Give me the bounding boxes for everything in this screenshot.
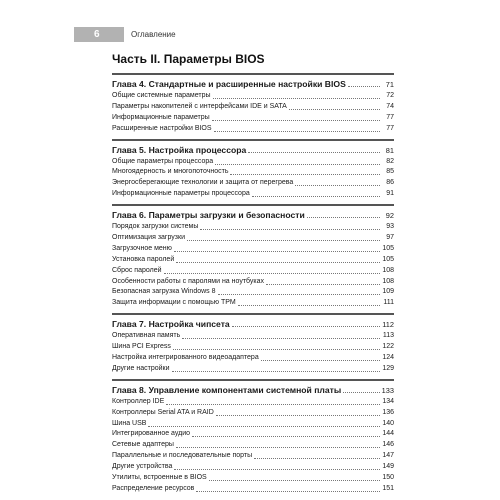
running-header-title: Оглавление xyxy=(131,30,176,39)
toc-entry-page: 113 xyxy=(382,332,394,340)
toc-entry-title: Сетевые адаптеры xyxy=(112,441,174,449)
toc-entry-title: Расширенные настройки BIOS xyxy=(112,124,212,132)
toc-entry-page: 146 xyxy=(382,441,394,449)
toc-entry-title: Информационные параметры xyxy=(112,113,210,121)
toc-entry-page: 149 xyxy=(382,463,394,471)
toc-entry-title: Установка паролей xyxy=(112,255,175,263)
dot-leader xyxy=(212,120,380,121)
toc-entry-page: 93 xyxy=(386,223,394,231)
toc-chapter-heading[interactable] xyxy=(112,384,394,397)
toc-entry-page: 82 xyxy=(386,157,394,165)
toc-entry-page: 85 xyxy=(386,168,394,176)
toc-entry-page: 147 xyxy=(382,452,394,460)
toc-entry[interactable] xyxy=(112,189,394,200)
table-of-contents xyxy=(112,73,394,499)
dot-leader xyxy=(254,458,380,459)
dot-leader xyxy=(252,196,380,197)
toc-entry-title: Оперативная память xyxy=(112,332,181,340)
toc-entry[interactable] xyxy=(112,484,394,495)
toc-chapter-heading[interactable] xyxy=(112,209,394,222)
toc-entry-title: Другие настройки xyxy=(112,364,170,372)
toc-chapter-heading-page: 71 xyxy=(385,80,394,89)
dot-leader xyxy=(238,305,380,306)
dot-leader xyxy=(307,217,380,218)
chapter-divider xyxy=(112,139,394,141)
toc-entry-page: 140 xyxy=(382,419,394,427)
toc-entry-page: 77 xyxy=(386,124,394,132)
chapter-divider xyxy=(112,313,394,315)
dot-leader xyxy=(172,371,381,372)
toc-entry-title: Интегрированное аудио xyxy=(112,430,191,438)
toc-chapter-heading-page: 92 xyxy=(385,211,394,221)
toc-chapter xyxy=(112,313,394,375)
toc-chapter-heading-title: Глава 5. Настройка процессора xyxy=(112,144,247,155)
dot-leader xyxy=(266,284,380,285)
toc-entry[interactable] xyxy=(112,244,394,255)
toc-entry-title: Общие системные параметры xyxy=(112,92,211,99)
page-number: 6 xyxy=(94,29,100,40)
dot-leader xyxy=(176,262,380,263)
toc-entry[interactable] xyxy=(112,178,394,189)
dot-leader xyxy=(209,480,380,481)
toc-entry[interactable] xyxy=(112,419,394,430)
toc-chapter xyxy=(112,139,394,201)
toc-entry-page: 109 xyxy=(382,288,394,296)
dot-leader xyxy=(216,415,380,416)
toc-entry[interactable] xyxy=(112,331,394,342)
toc-entry[interactable] xyxy=(112,287,394,298)
toc-entry-title: Параллельные и последовательные порты xyxy=(112,452,253,460)
toc-entry[interactable] xyxy=(112,277,394,288)
toc-entry-title: Загрузочное меню xyxy=(112,244,172,252)
toc-entry[interactable] xyxy=(112,222,394,233)
toc-entry-title: Защита информации с помощью TPM xyxy=(112,299,236,307)
toc-entry-page: 86 xyxy=(386,179,394,187)
toc-chapter-heading-title: Глава 6. Параметры загрузки и безопасности xyxy=(112,210,305,221)
toc-entry-title: Информационные параметры процессора xyxy=(112,190,250,198)
dot-leader xyxy=(174,469,380,470)
chapter-divider xyxy=(112,73,394,75)
toc-chapter-heading-title: Глава 4. Стандартные и расширенные настройки BIOS xyxy=(112,79,346,89)
toc-entry[interactable] xyxy=(112,124,394,135)
toc-entry-title: Безопасная загрузка Windows 8 xyxy=(112,288,216,296)
toc-entry-title: Контроллер IDE xyxy=(112,397,165,405)
dot-leader xyxy=(174,251,380,252)
dot-leader xyxy=(196,491,380,492)
toc-entry-title: Порядок загрузки системы xyxy=(112,223,199,231)
toc-entry-page: 105 xyxy=(382,255,394,263)
toc-entry-title: Другие устройства xyxy=(112,463,173,471)
dot-leader xyxy=(192,436,380,437)
toc-entry-title: Особенности работы с паролями на ноутбуках xyxy=(112,277,265,285)
dot-leader xyxy=(213,98,380,99)
toc-entry-title: Шина PCI Express xyxy=(112,343,171,351)
toc-entry[interactable] xyxy=(112,451,394,462)
toc-entry-page: 151 xyxy=(382,484,394,492)
dot-leader xyxy=(343,392,379,393)
toc-chapter-heading[interactable] xyxy=(112,318,394,331)
dot-leader xyxy=(218,294,380,295)
toc-entry-title: Утилиты, встроенные в BIOS xyxy=(112,474,207,482)
toc-entry[interactable] xyxy=(112,298,394,309)
dot-leader xyxy=(230,174,380,175)
toc-entry-page: 144 xyxy=(382,430,394,438)
dot-leader xyxy=(289,109,380,110)
toc-entry-page: 108 xyxy=(382,266,394,274)
dot-leader xyxy=(173,349,380,350)
chapter-divider xyxy=(112,204,394,206)
dot-leader xyxy=(187,240,380,241)
dot-leader xyxy=(215,164,380,165)
toc-entry-title: Настройка интегрированного видеоадаптера xyxy=(112,354,259,362)
toc-entry-page: 122 xyxy=(382,343,394,351)
toc-entry[interactable] xyxy=(112,113,394,124)
toc-entry[interactable] xyxy=(112,353,394,364)
toc-entry[interactable] xyxy=(112,102,394,113)
toc-entry-title: Оптимизация загрузки xyxy=(112,234,185,242)
toc-chapter-heading[interactable] xyxy=(112,144,394,157)
dot-leader xyxy=(295,185,380,186)
toc-entry-page: 134 xyxy=(382,397,394,405)
toc-chapter-heading[interactable] xyxy=(112,78,394,91)
toc-entry-page: 105 xyxy=(382,244,394,252)
toc-entry-title: Шина USB xyxy=(112,419,147,427)
toc-entry[interactable] xyxy=(112,157,394,168)
toc-entry-title: Параметры накопителей с интерфейсами IDE и SATA xyxy=(112,102,287,110)
dot-leader xyxy=(261,360,380,361)
toc-entry-page: 91 xyxy=(386,190,394,198)
toc-entry-page: 129 xyxy=(382,364,394,372)
toc-entry[interactable] xyxy=(112,440,394,451)
toc-entry-page: 72 xyxy=(386,92,394,99)
toc-chapter xyxy=(112,73,394,135)
toc-entry[interactable] xyxy=(112,462,394,473)
toc-entry[interactable] xyxy=(112,342,394,353)
toc-entry-page: 97 xyxy=(386,234,394,242)
toc-entry[interactable] xyxy=(112,91,394,102)
toc-chapter xyxy=(112,379,394,495)
toc-entry-title: Контроллеры Serial ATA и RAID xyxy=(112,408,214,416)
toc-entry[interactable] xyxy=(112,233,394,244)
dot-leader xyxy=(176,447,380,448)
toc-entry-page: 150 xyxy=(382,474,394,482)
dot-leader xyxy=(166,404,380,405)
dot-leader xyxy=(148,426,380,427)
dot-leader xyxy=(164,273,381,274)
toc-chapter xyxy=(112,204,394,309)
dot-leader xyxy=(200,229,380,230)
toc-entry-page: 124 xyxy=(382,354,394,362)
toc-entry[interactable] xyxy=(112,255,394,266)
toc-entry-page: 108 xyxy=(382,277,394,285)
toc-entry-title: Общие параметры процессора xyxy=(112,157,214,165)
dot-leader xyxy=(348,86,380,87)
toc-entry-page: 136 xyxy=(382,408,394,416)
toc-entry[interactable] xyxy=(112,167,394,178)
toc-chapter-heading-page: 133 xyxy=(381,385,394,395)
dot-leader xyxy=(182,338,380,339)
toc-entry[interactable] xyxy=(112,429,394,440)
dot-leader xyxy=(232,326,380,327)
toc-entry-page: 111 xyxy=(383,299,394,307)
toc-entry-title: Энергосберегающие технологии и защита от перегрева xyxy=(112,179,294,187)
dot-leader xyxy=(214,131,380,132)
dot-leader xyxy=(248,152,380,153)
chapter-divider xyxy=(112,379,394,381)
toc-entry-page: 77 xyxy=(386,113,394,121)
toc-entry[interactable] xyxy=(112,397,394,408)
toc-chapter-heading-title: Глава 7. Настройка чипсета xyxy=(112,319,230,330)
toc-entry[interactable] xyxy=(112,473,394,484)
toc-entry-page: 74 xyxy=(386,102,394,110)
part-title: Часть II. Параметры BIOS xyxy=(112,52,265,66)
toc-entry[interactable] xyxy=(112,266,394,277)
toc-entry[interactable] xyxy=(112,364,394,375)
toc-chapter-heading-page: 112 xyxy=(382,320,394,330)
toc-entry-title: Сброс паролей xyxy=(112,266,162,274)
toc-entry-title: Многоядерность и многопоточность xyxy=(112,168,229,176)
toc-chapter-heading-page: 81 xyxy=(385,145,394,155)
toc-entry[interactable] xyxy=(112,408,394,419)
toc-entry-title: Распределение ресурсов xyxy=(112,484,195,492)
toc-chapter-heading-title: Глава 8. Управление компонентами системной платы xyxy=(112,384,342,395)
